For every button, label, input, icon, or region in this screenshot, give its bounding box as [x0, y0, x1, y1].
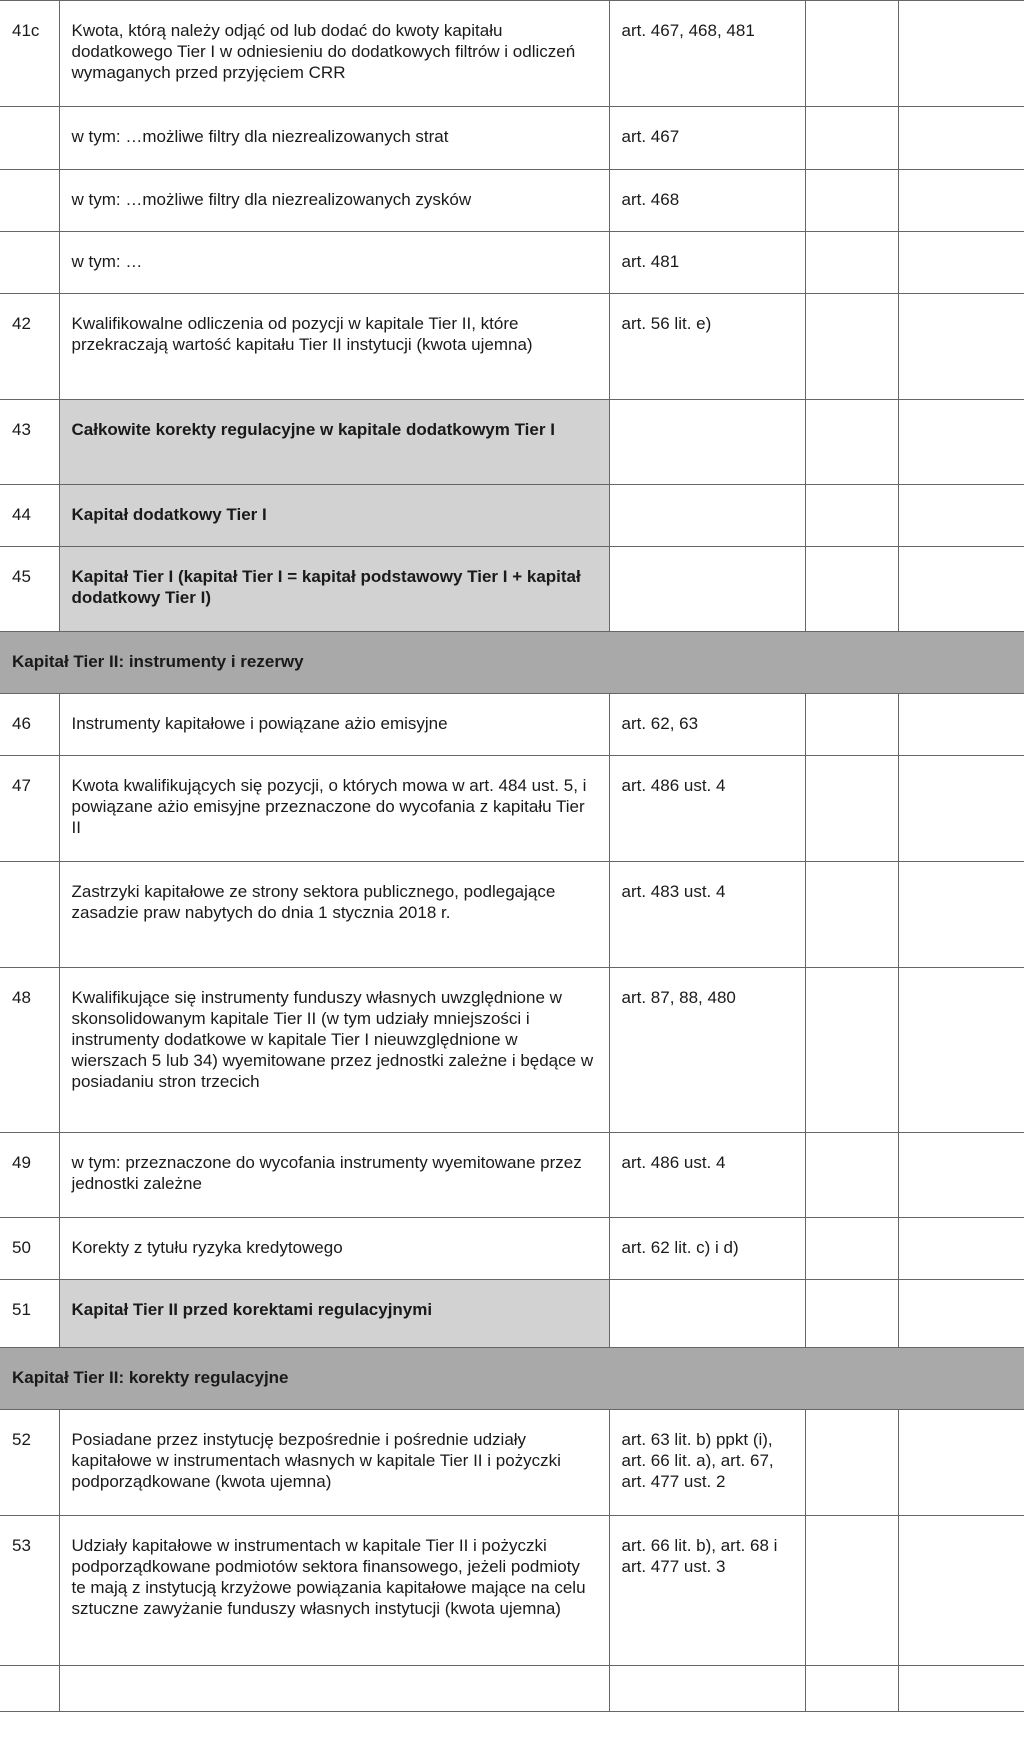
- row-number: [0, 107, 59, 170]
- value-cell-a: [805, 968, 898, 1133]
- value-cell-a: [805, 232, 898, 294]
- row-number: 45: [0, 547, 59, 632]
- row-description: Całkowite korekty regulacyjne w kapitale dodatkowym Tier I: [59, 400, 609, 485]
- value-cell-b: [898, 547, 1024, 632]
- value-cell-b: [898, 1280, 1024, 1348]
- row-number: [0, 862, 59, 968]
- value-cell-a: [805, 862, 898, 968]
- row-description: w tym: …możliwe filtry dla niezrealizowanych zysków: [59, 170, 609, 232]
- table-row: [0, 968, 1024, 1133]
- value-cell-a: [805, 1410, 898, 1516]
- row-number: [0, 170, 59, 232]
- row-legal-reference: art. 486 ust. 4: [609, 756, 805, 862]
- value-cell-b: [898, 400, 1024, 485]
- value-cell-a: [805, 400, 898, 485]
- value-cell-b: [898, 232, 1024, 294]
- row-number: 49: [0, 1133, 59, 1218]
- row-description: Kwalifikujące się instrumenty funduszy własnych uwzględnione w skonsolidowanym kapitale Tier II (w tym udziały mniejszości i instrumenty dodatkowe w kapitale Tier I nieuwzględnione w wierszach 5 lub 34) wyemitowane przez jednostki zależne i będące w posiadaniu stron trzecich: [59, 968, 609, 1133]
- value-cell-a: [805, 547, 898, 632]
- value-cell-b: [898, 1, 1024, 107]
- row-legal-reference: art. 481: [609, 232, 805, 294]
- row-legal-reference: art. 483 ust. 4: [609, 862, 805, 968]
- value-cell-a: [805, 756, 898, 862]
- row-legal-reference: art. 62 lit. c) i d): [609, 1218, 805, 1280]
- row-number: 44: [0, 485, 59, 547]
- section-title: Kapitał Tier II: instrumenty i rezerwy: [0, 632, 1024, 694]
- empty-cell: [59, 1666, 609, 1712]
- row-legal-reference: art. 87, 88, 480: [609, 968, 805, 1133]
- value-cell-b: [898, 107, 1024, 170]
- value-cell-b: [898, 1218, 1024, 1280]
- row-number: 48: [0, 968, 59, 1133]
- row-description: Udziały kapitałowe w instrumentach w kapitale Tier II i pożyczki podporządkowane podmiotów sektora finansowego, jeżeli podmioty te mają z instytucją krzyżowe powiązania kapitałowe mające na celu sztuczne zawyżanie funduszy własnych instytucji (kwota ujemna): [59, 1516, 609, 1666]
- value-cell-a: [805, 1, 898, 107]
- row-number: 50: [0, 1218, 59, 1280]
- row-description: Zastrzyki kapitałowe ze strony sektora publicznego, podlegające zasadzie praw nabytych do dnia 1 stycznia 2018 r.: [59, 862, 609, 968]
- value-cell-a: [805, 694, 898, 756]
- value-cell-a: [805, 294, 898, 400]
- row-legal-reference: art. 468: [609, 170, 805, 232]
- row-legal-reference: art. 467: [609, 107, 805, 170]
- row-legal-reference: [609, 1280, 805, 1348]
- row-legal-reference: art. 467, 468, 481: [609, 1, 805, 107]
- table-row: [0, 1133, 1024, 1218]
- row-description: w tym: …: [59, 232, 609, 294]
- row-description: Kwota, którą należy odjąć od lub dodać do kwoty kapitału dodatkowego Tier I w odniesieniu do dodatkowych filtrów i odliczeń wymaganych przed przyjęciem CRR: [59, 1, 609, 107]
- value-cell-a: [805, 1133, 898, 1218]
- table-row-continuation: [0, 1666, 1024, 1712]
- row-legal-reference: art. 66 lit. b), art. 68 i art. 477 ust. 3: [609, 1516, 805, 1666]
- table-row: [0, 862, 1024, 968]
- table-row: [0, 232, 1024, 294]
- table-row: [0, 1, 1024, 107]
- table-row: [0, 400, 1024, 485]
- row-legal-reference: art. 63 lit. b) ppkt (i), art. 66 lit. a), art. 67, art. 477 ust. 2: [609, 1410, 805, 1516]
- row-legal-reference: [609, 547, 805, 632]
- value-cell-b: [898, 862, 1024, 968]
- value-cell-b: [898, 294, 1024, 400]
- row-description: Kapitał Tier II przed korektami regulacyjnymi: [59, 1280, 609, 1348]
- row-number: 46: [0, 694, 59, 756]
- row-number: 53: [0, 1516, 59, 1666]
- row-legal-reference: art. 62, 63: [609, 694, 805, 756]
- table-row: [0, 107, 1024, 170]
- row-legal-reference: art. 56 lit. e): [609, 294, 805, 400]
- table-row: [0, 694, 1024, 756]
- row-description: Korekty z tytułu ryzyka kredytowego: [59, 1218, 609, 1280]
- table-row: [0, 170, 1024, 232]
- row-number: 41c: [0, 1, 59, 107]
- table-row: [0, 1218, 1024, 1280]
- value-cell-a: [805, 1516, 898, 1666]
- row-number: 52: [0, 1410, 59, 1516]
- table-row: [0, 1280, 1024, 1348]
- row-legal-reference: [609, 400, 805, 485]
- value-cell-b: [898, 1410, 1024, 1516]
- value-cell-b: [898, 694, 1024, 756]
- row-description: w tym: przeznaczone do wycofania instrumenty wyemitowane przez jednostki zależne: [59, 1133, 609, 1218]
- section-header-row: [0, 632, 1024, 694]
- row-description: Posiadane przez instytucję bezpośrednie i pośrednie udziały kapitałowe w instrumentach własnych w kapitale Tier II i pożyczki podporządkowane (kwota ujemna): [59, 1410, 609, 1516]
- row-description: Kapitał dodatkowy Tier I: [59, 485, 609, 547]
- value-cell-a: [805, 485, 898, 547]
- empty-cell: [609, 1666, 805, 1712]
- table-row: [0, 1410, 1024, 1516]
- table-row: [0, 485, 1024, 547]
- value-cell-b: [898, 756, 1024, 862]
- row-number: 51: [0, 1280, 59, 1348]
- value-cell-b: [898, 968, 1024, 1133]
- value-cell-a: [805, 107, 898, 170]
- row-legal-reference: [609, 485, 805, 547]
- row-description: w tym: …możliwe filtry dla niezrealizowanych strat: [59, 107, 609, 170]
- row-description: Kwota kwalifikujących się pozycji, o których mowa w art. 484 ust. 5, i powiązane ażio emisyjne przeznaczone do wycofania z kapitału Tier II: [59, 756, 609, 862]
- row-number: 47: [0, 756, 59, 862]
- section-header-row: [0, 1348, 1024, 1410]
- table-row: [0, 547, 1024, 632]
- value-cell-b: [898, 1133, 1024, 1218]
- table-row: [0, 294, 1024, 400]
- row-number: 43: [0, 400, 59, 485]
- row-description: Instrumenty kapitałowe i powiązane ażio emisyjne: [59, 694, 609, 756]
- row-number: [0, 232, 59, 294]
- row-description: Kwalifikowalne odliczenia od pozycji w kapitale Tier II, które przekraczają wartość kapitału Tier II instytucji (kwota ujemna): [59, 294, 609, 400]
- value-cell-b: [898, 170, 1024, 232]
- table-row: [0, 1516, 1024, 1666]
- value-cell-a: [805, 1280, 898, 1348]
- row-legal-reference: art. 486 ust. 4: [609, 1133, 805, 1218]
- value-cell-b: [898, 485, 1024, 547]
- section-title: Kapitał Tier II: korekty regulacyjne: [0, 1348, 1024, 1410]
- table-row: [0, 756, 1024, 862]
- value-cell-a: [805, 1218, 898, 1280]
- value-cell-b: [898, 1516, 1024, 1666]
- empty-cell: [898, 1666, 1024, 1712]
- value-cell-a: [805, 170, 898, 232]
- empty-cell: [805, 1666, 898, 1712]
- empty-cell: [0, 1666, 59, 1712]
- row-number: 42: [0, 294, 59, 400]
- row-description: Kapitał Tier I (kapitał Tier I = kapitał podstawowy Tier I + kapitał dodatkowy Tier I): [59, 547, 609, 632]
